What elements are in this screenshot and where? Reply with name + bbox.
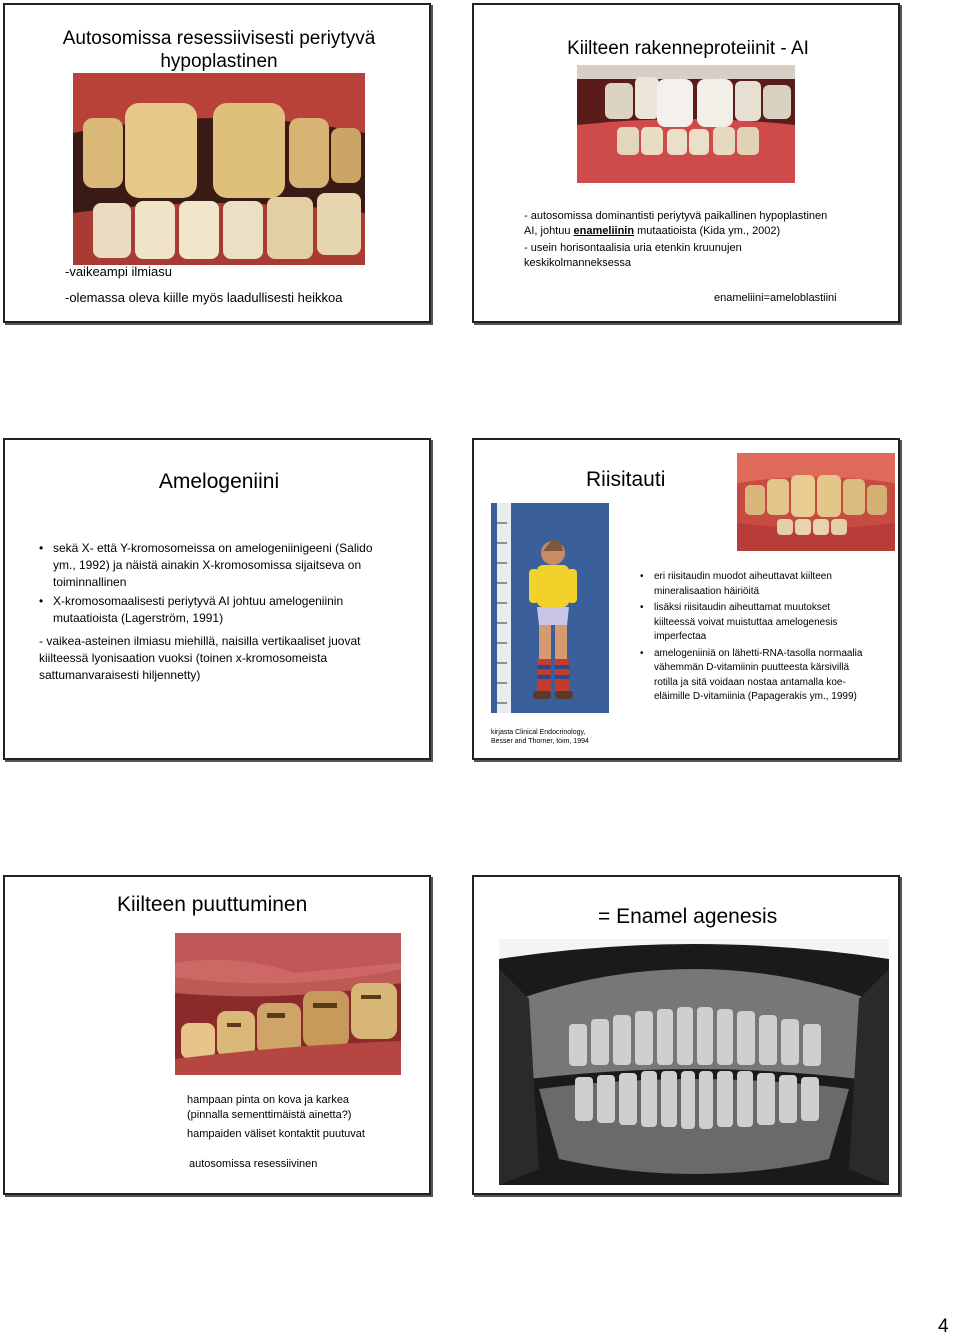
slide-3-bullet-1: [53, 540, 433, 591]
slide-4: [472, 438, 900, 760]
slide-2-para1-text-a: AI, johtuu: [524, 225, 574, 237]
slide-4-bullet-1-line2: mineralisaation häiriöitä: [654, 585, 760, 597]
slide-2-para1-line2: [524, 224, 896, 239]
enamel-teeth-photo: [577, 65, 795, 183]
slide-2-para1-text-b: mutaatioista (Kida ym., 2002): [634, 225, 781, 237]
child-height-chart-photo: [491, 503, 609, 713]
slide-3-bullet-2: [53, 593, 433, 627]
slide-3: [3, 438, 431, 760]
slide-1-title-line1: Autosomissa resessiivisesti periytyvä hypoplastinen: [62, 28, 376, 72]
slide-1-line2: -olemassa oleva kiille myös laadullisesti heikkoa: [65, 290, 343, 305]
slide-6: [472, 875, 900, 1195]
slide-3-bullets: [39, 540, 433, 627]
page-number: 4: [938, 1316, 949, 1337]
slide-2-para1: [524, 209, 896, 239]
slide-4-bullet-2-line1: • lisäksi riisitaudin aiheuttamat muutokset: [654, 602, 831, 613]
slide-3-dash-line3: sattumanvaraisesti hiljennetty): [39, 668, 201, 682]
slide-6-title: = Enamel agenesis: [598, 905, 778, 928]
slide-3-dash-line2: kiilteessä lyonisaation vuoksi (toinen x-kromosomeista: [39, 651, 328, 665]
slide-4-bullet-1-line1: • eri riisitaudin muodot aiheuttavat kiilteen: [654, 571, 832, 582]
slide-4-caption-line2: Besser and Thorner, toim, 1994: [491, 738, 589, 745]
slide-4-bullet-3-line3: rotilla ja sitä voidaan nostaa antamalla koe-: [654, 676, 846, 688]
slide-3-title: Amelogeniini: [158, 470, 280, 493]
slide-2: [472, 3, 900, 323]
slide-1: [3, 3, 431, 323]
slide-3-dash-para: [39, 633, 423, 684]
slide-4-bullet-3: [654, 647, 910, 705]
slide-3-dash-line1: - vaikea-asteinen ilmiasu miehillä, naisilla vertikaaliset juovat: [39, 634, 361, 648]
slide-2-note: enameliini=ameloblastiini: [714, 292, 837, 304]
yellow-teeth-photo: [73, 73, 365, 265]
brown-teeth-photo: [175, 933, 401, 1075]
slide-2-title: Kiilteen rakenneproteiinit - AI: [567, 38, 809, 59]
slide-4-bullets: [640, 570, 910, 705]
enameliini-emphasis: enameliinin: [573, 225, 635, 237]
slide-3-bullet-2-line1: • X-kromosomaalisesti periytyvä AI johtuu amelogeniinin: [53, 594, 344, 608]
slide-4-title: Riisitauti: [586, 468, 666, 491]
slide-5-text: [187, 1093, 423, 1142]
rickets-teeth-photo: [737, 453, 895, 551]
slide-3-bullet-1-line1: • sekä X- että Y-kromosomeissa on amelogeniinigeeni (Salido: [53, 541, 373, 555]
slide-4-bullet-2-line2: kiilteessä voivat muistuttaa amelogenesis: [654, 616, 838, 628]
slide-5-line2: (pinnalla sementtimäistä ainetta?): [187, 1109, 352, 1121]
slide-5-line4: autosomissa resessiivinen: [189, 1158, 318, 1170]
slide-4-bullet-3-line2: vähemmän D-vitamiinin puutteesta kärsivillä: [654, 662, 850, 673]
slide-2-para2-line1: - usein horisontaalisia uria etenkin kruunujen: [524, 242, 742, 254]
slide-5: [3, 875, 431, 1195]
slide-4-bullet-1: [654, 570, 910, 599]
panoramic-xray-photo: [499, 939, 889, 1185]
slide-5-title: Kiilteen puuttuminen: [117, 893, 308, 916]
slide-2-para2: [524, 241, 896, 271]
slide-4-bullet-3-line1: • amelogeniiniä on lähetti-RNA-tasolla normaalia: [654, 647, 863, 659]
slide-1-line1: -vaikeampi ilmiasu: [65, 264, 172, 279]
slide-4-bullet-2: [654, 601, 910, 645]
slide-5-line3: hampaiden väliset kontaktit puutuvat: [187, 1128, 365, 1140]
slide-4-bullet-3-line4: eläimille D-vitamiinia (Papagerakis ym., 1999): [654, 691, 857, 702]
slide-3-bullet-1-line2: ym., 1992) ja näistä ainakin X-kromosomissa sijaitseva on: [53, 558, 362, 572]
slide-4-caption: [491, 728, 589, 746]
slide-2-para1-line1: - autosomissa dominantisti periytyvä paikallinen hypoplastinen: [524, 210, 828, 222]
slide-5-line1: hampaan pinta on kova ja karkea: [187, 1094, 350, 1106]
slide-4-caption-line1: kirjasta Clinical Endocrinology,: [491, 729, 586, 736]
slide-4-bullet-2-line3: imperfectaa: [654, 631, 707, 642]
slide-2-para2-line2: keskikolmanneksessa: [524, 257, 631, 269]
slide-3-bullet-1-line3: toiminnallinen: [53, 575, 127, 589]
slide-3-bullet-2-line2: mutaatioista (Lagerström, 1991): [53, 611, 224, 625]
